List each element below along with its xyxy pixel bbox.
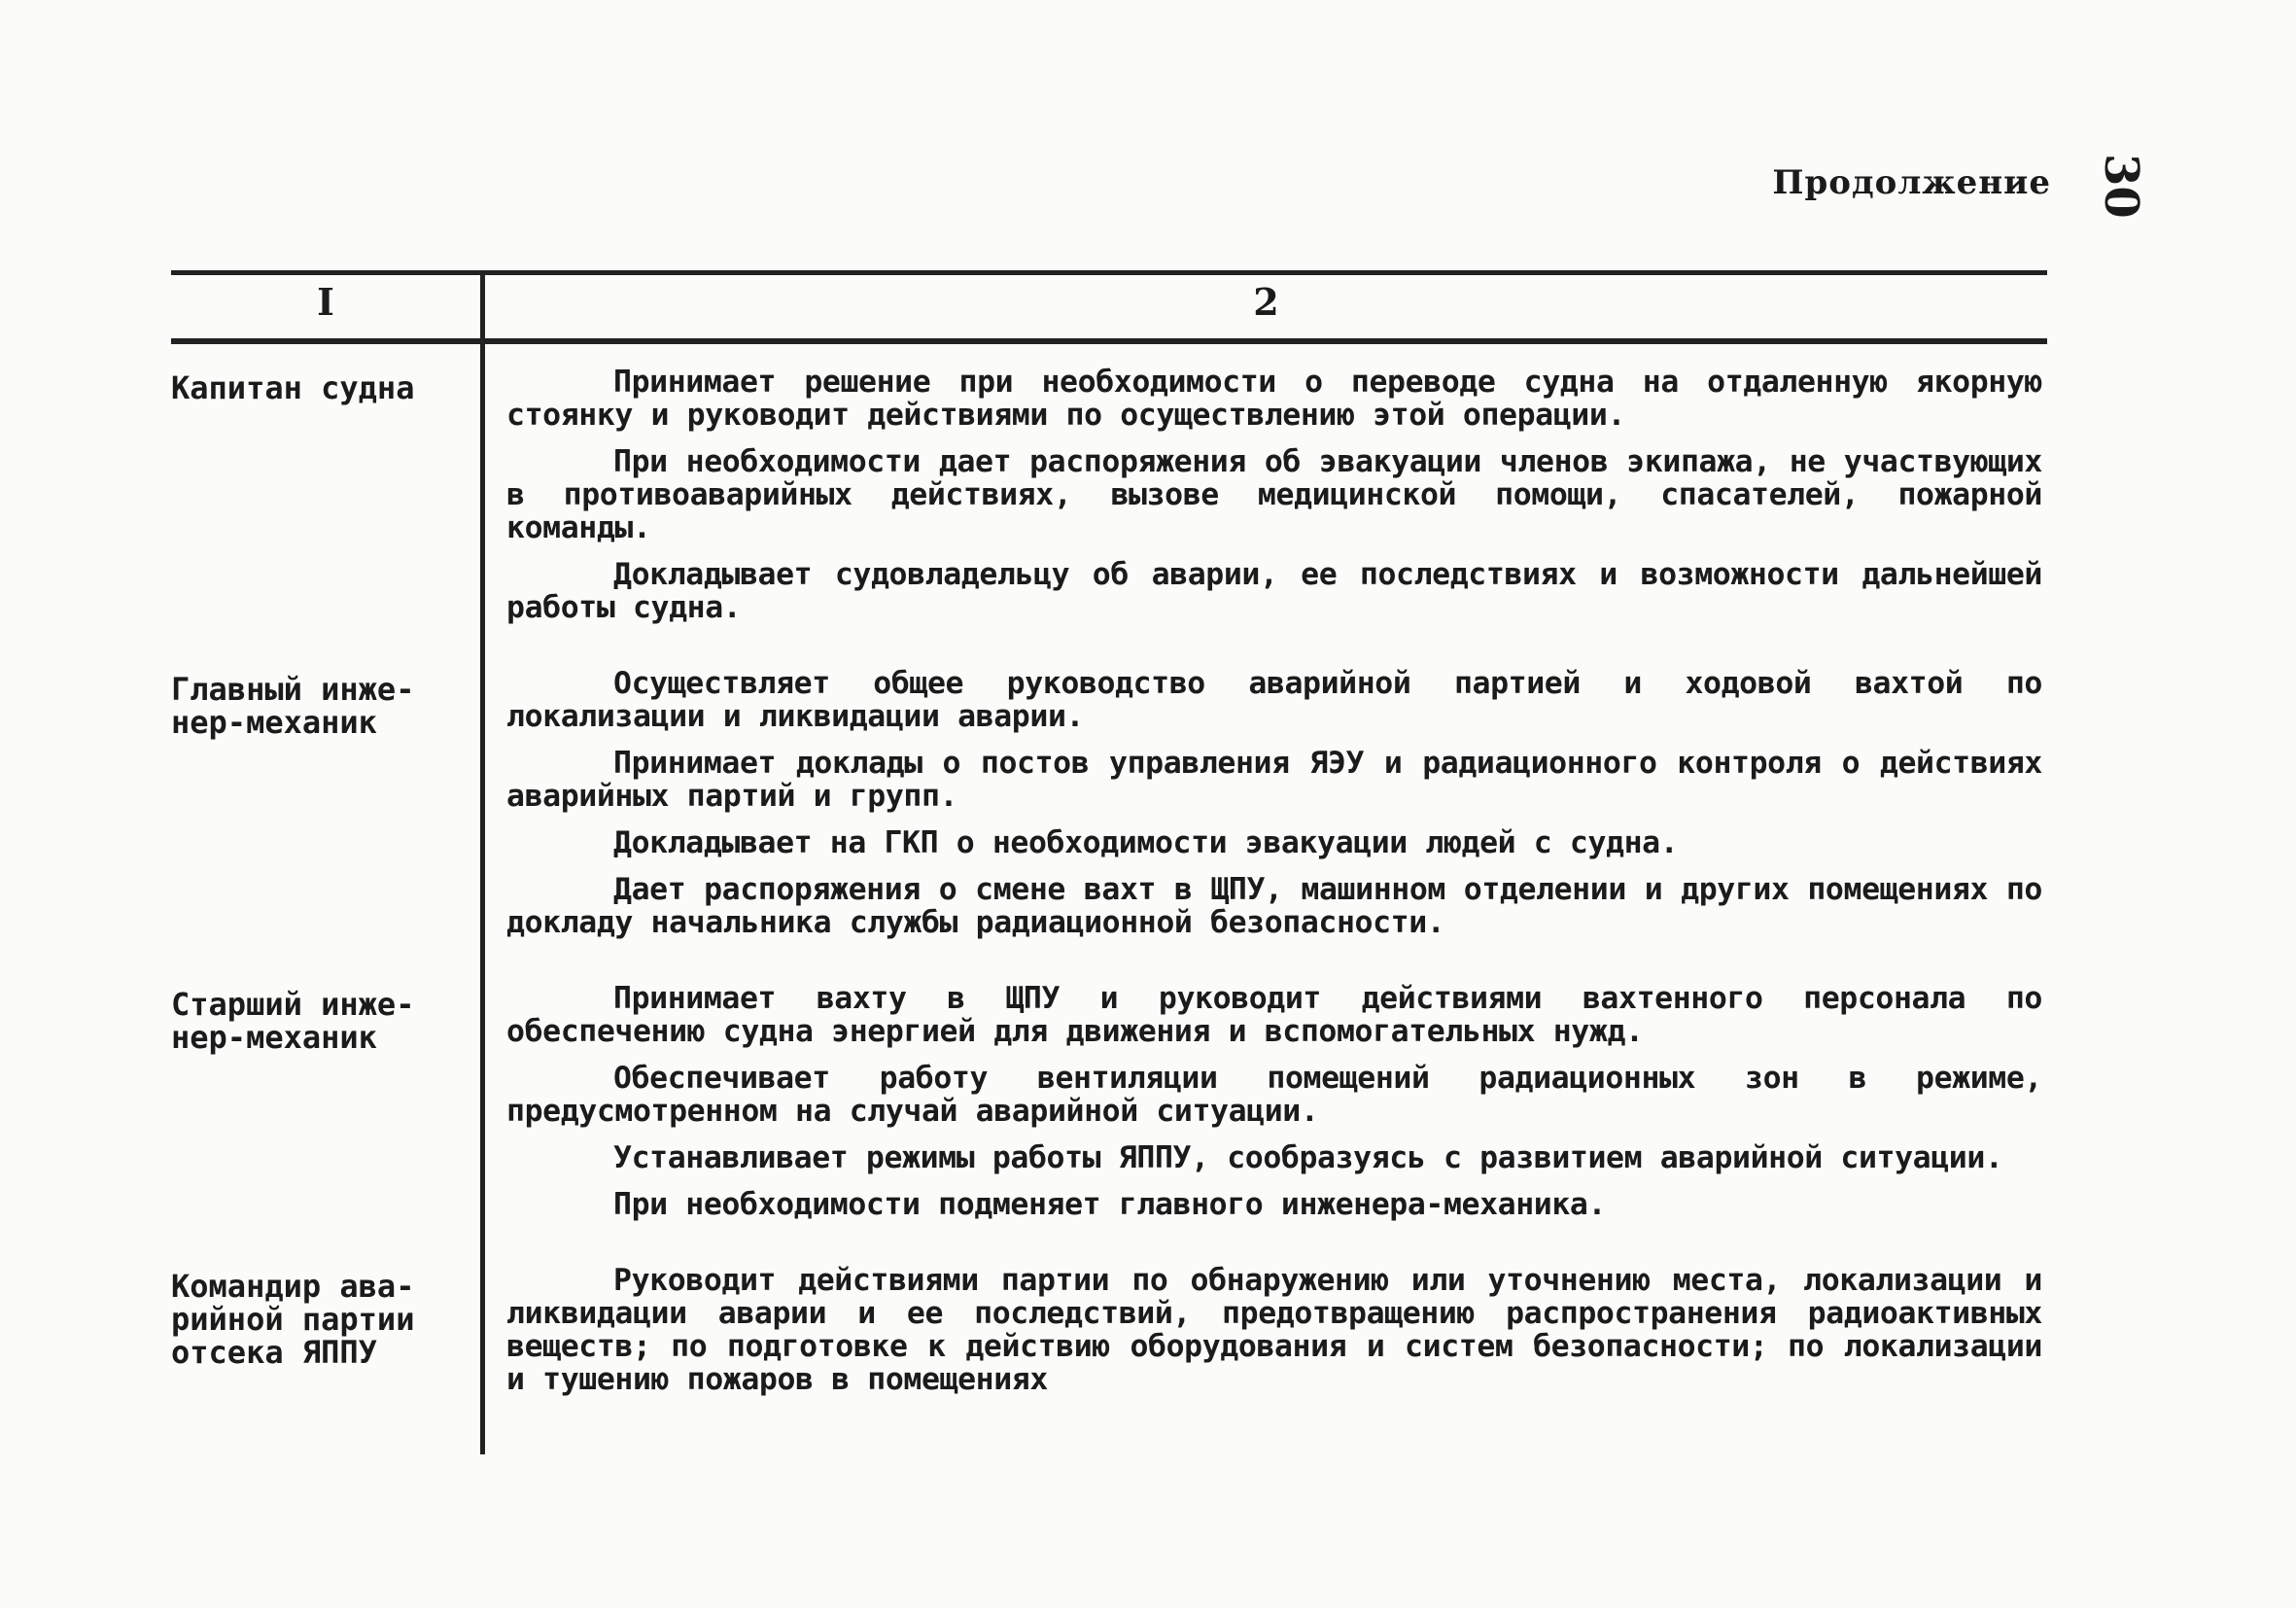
duty-paragraph: Докладывает на ГКП о необходимости эвакуации людей с судна. [613,825,1679,860]
duty-paragraph: Дает распоряжения о смене вахт в ЩПУ, машинном отделении и других помещениях по докладу начальника службы радиационной безопасности. [506,872,2042,940]
column-header-1: I [317,280,334,324]
column-header-2: 2 [1253,280,1279,324]
duties-cell [506,1264,2042,1410]
duty-paragraph: Принимает вахту в ЩПУ и руководит действиями вахтенного персонала по обеспечению судна энергией для движения и вспомогательных нужд. [506,981,2042,1049]
table-row [171,982,2047,1235]
duty-paragraph: При необходимости дает распоряжения об эвакуации членов экипажа, не участвующих в противоаварийных действиях, вызове медицинской помощи, спасателей, пожарной команды. [506,444,2042,545]
role-cell: Главный инже- нер-механик [171,671,415,741]
table-row [171,366,2047,638]
duties-cell [506,982,2042,1235]
continuation-label: Продолжение [1772,163,2051,202]
duty-paragraph: Обеспечивает работу вентиляции помещений радиационных зон в режиме, предусмотренном на случай аварийной ситуации. [506,1061,2042,1129]
role-cell: Старший инже- нер-механик [171,986,415,1056]
duty-paragraph: Докладывает судовладельцу об аварии, ее последствиях и возможности дальнейшей работы судна. [506,557,2042,625]
role-cell: Командир ава- рийной партии отсека ЯППУ [171,1268,415,1371]
table-header-rule [171,338,2047,344]
table-top-rule [171,270,2047,275]
table-body [171,366,2047,1439]
role-cell: Капитан судна [171,369,415,406]
duty-paragraph: Руководит действиями партии по обнаружению или уточнению места, локализации и ликвидации аварии и ее последствий, предотвращению распространения радиоактивных веществ; по подготовке к действию оборудования и систем безопасности; по локализации и тушению пожаров в помещениях [506,1263,2042,1397]
duties-cell [506,366,2042,638]
duty-paragraph: Принимает решение при необходимости о переводе судна на отдаленную якорную стоянку и руководит действиями по осуществлению этой операции. [506,365,2042,433]
duty-paragraph: Принимает доклады о постов управления ЯЭУ и радиационного контроля о действиях аварийных партий и групп. [506,746,2042,814]
page-number: 30 [2094,154,2148,219]
duties-cell [506,667,2042,953]
duty-paragraph: Устанавливает режимы работы ЯППУ, сообразуясь с развитием аварийной ситуации. [613,1140,2003,1175]
table-row [171,667,2047,953]
duty-paragraph: При необходимости подменяет главного инженера-механика. [613,1187,1607,1222]
duty-paragraph: Осуществляет общее руководство аварийной партией и ходовой вахтой по локализации и ликвидации аварии. [506,666,2042,734]
table-row [171,1264,2047,1410]
